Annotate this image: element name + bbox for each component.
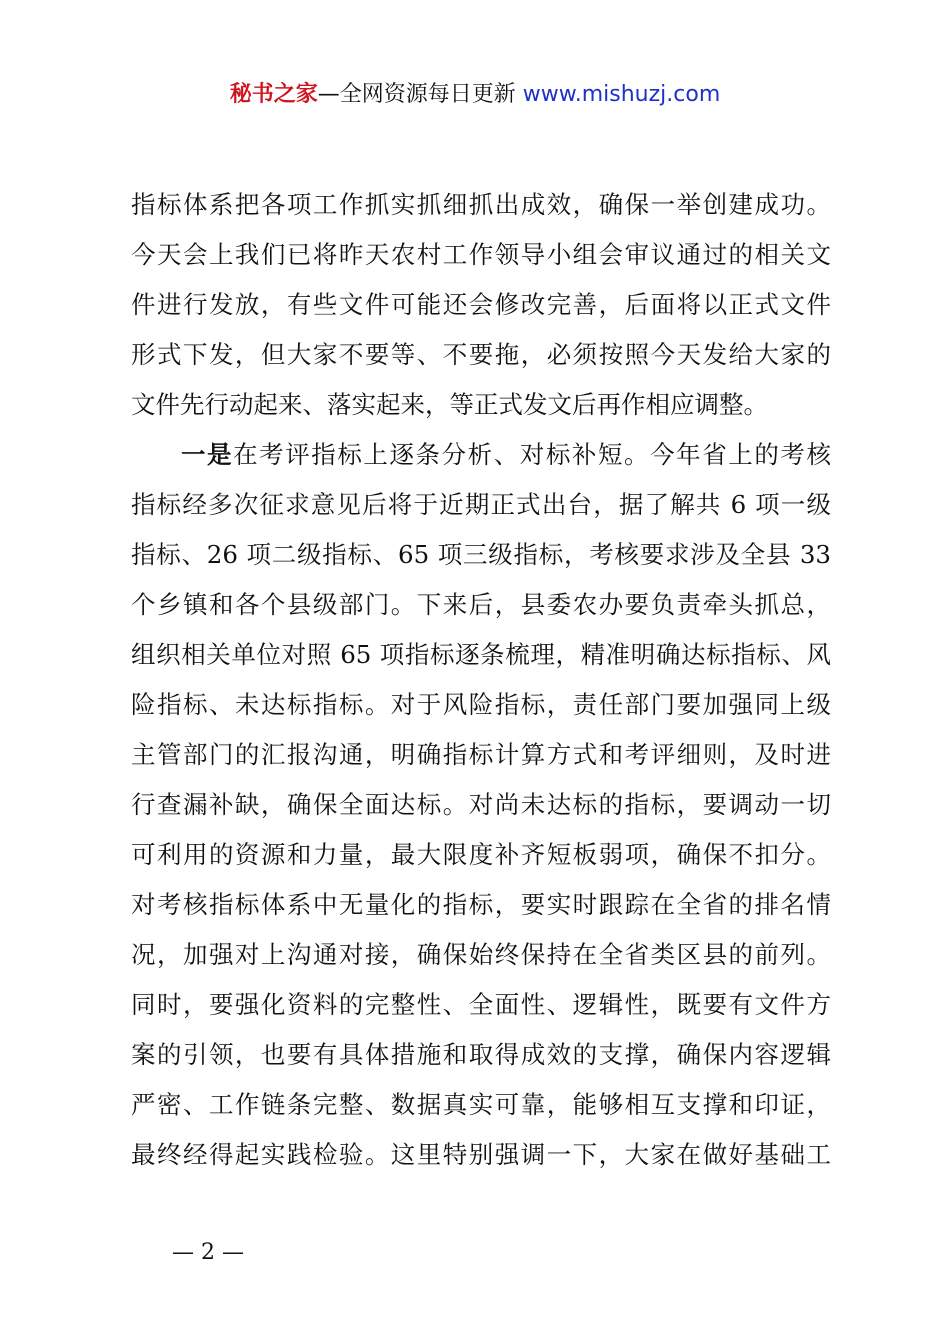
text-line: 险指标、未达标指标。对于风险指标，责任部门要加强同上级 — [131, 690, 831, 719]
text-line: 指标、26 项二级指标、65 项三级指标，考核要求涉及全县 33 — [131, 540, 831, 569]
paragraph-2 — [131, 430, 831, 1180]
text-line: 行查漏补缺，确保全面达标。对尚未达标的指标，要调动一切 — [131, 790, 831, 819]
site-header — [0, 78, 950, 112]
text-line: 指标经多次征求意见后将于近期正式出台，据了解共 6 项一级 — [131, 490, 831, 519]
text-line: 个乡镇和各个县级部门。下来后，县委农办要负责牵头抓总， — [131, 590, 831, 619]
text-line-rest: 在考评指标上逐条分析、对标补短。今年省上的考核 — [233, 440, 831, 469]
text-line: 对考核指标体系中无量化的指标，要实时跟踪在全省的排名情 — [131, 890, 831, 919]
text-line: 今天会上我们已将昨天农村工作领导小组会审议通过的相关文 — [131, 240, 831, 269]
text-line: 主管部门的汇报沟通，明确指标计算方式和考评细则，及时进 — [131, 740, 831, 769]
paragraph-lead-label: 一是 — [181, 440, 234, 469]
text-line: 况，加强对上沟通对接，确保始终保持在全省类区县的前列。 — [131, 940, 831, 969]
site-tagline: —全网资源每日更新 — [317, 82, 516, 107]
text-line: 形式下发，但大家不要等、不要拖，必须按照今天发给大家的 — [131, 340, 831, 369]
text-line: 指标体系把各项工作抓实抓细抓出成效，确保一举创建成功。 — [131, 190, 831, 219]
text-line: 组织相关单位对照 65 项指标逐条梳理，精准明确达标指标、风 — [131, 640, 831, 669]
text-line: 文件先行动起来、落实起来，等正式发文后再作相应调整。 — [131, 390, 768, 419]
text-line: 严密、工作链条完整、数据真实可靠，能够相互支撑和印证， — [131, 1090, 831, 1119]
site-url-link[interactable]: www.mishuzj.com — [522, 82, 721, 107]
text-line: 最终经得起实践检验。这里特别强调一下，大家在做好基础工 — [131, 1140, 831, 1169]
text-line: 案的引领，也要有具体措施和取得成效的支撑，确保内容逻辑 — [131, 1040, 831, 1069]
text-line-first — [131, 430, 831, 480]
text-line: 件进行发放，有些文件可能还会修改完善，后面将以正式文件 — [131, 290, 831, 319]
text-line: 可利用的资源和力量，最大限度补齐短板弱项，确保不扣分。 — [131, 840, 831, 869]
paragraph-1 — [131, 180, 831, 430]
document-body — [131, 180, 831, 1180]
site-name: 秘书之家 — [229, 82, 318, 107]
text-line: 同时，要强化资料的完整性、全面性、逻辑性，既要有文件方 — [131, 990, 831, 1019]
page-number: — 2 — — [172, 1240, 244, 1265]
